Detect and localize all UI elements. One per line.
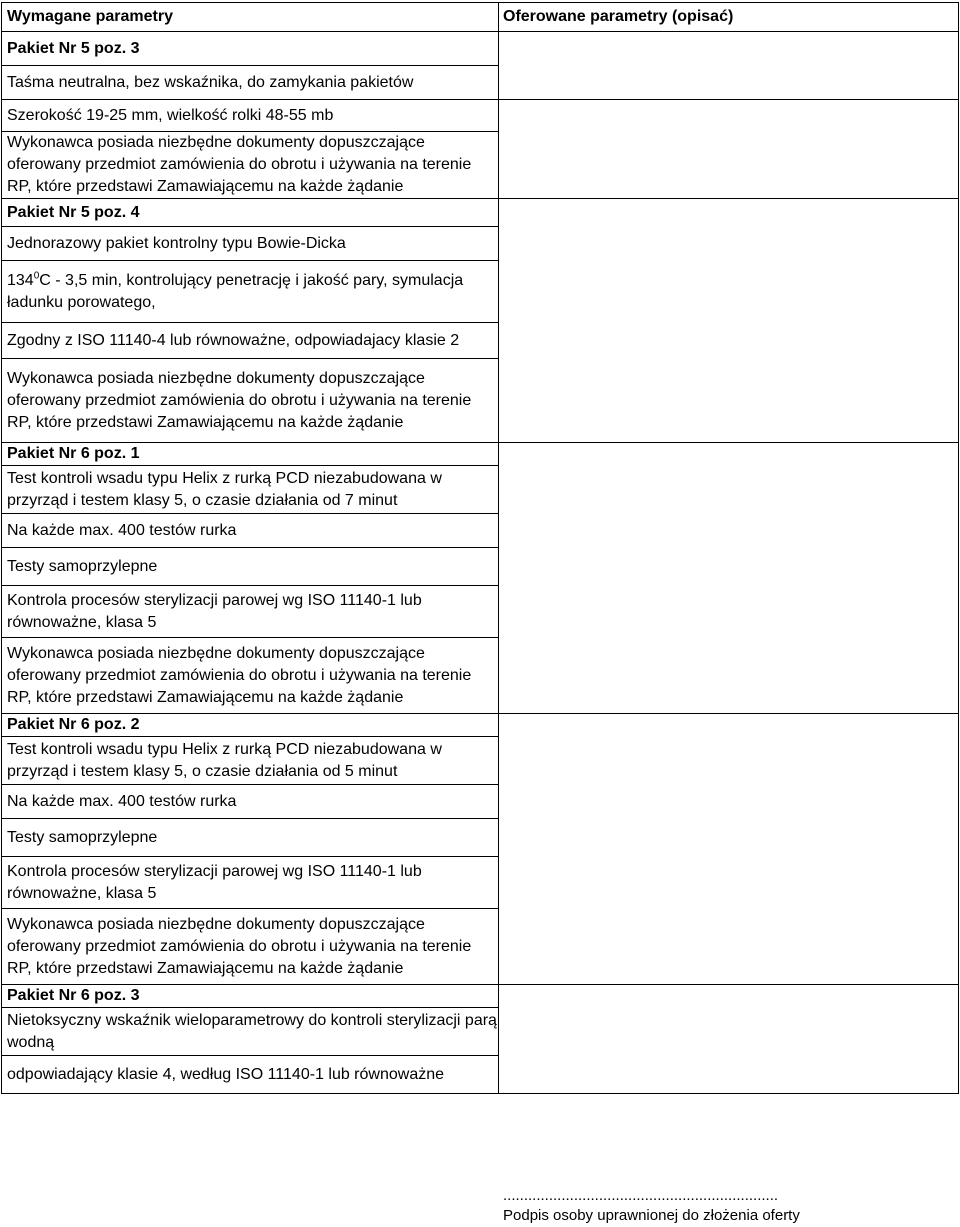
requirement-text: Wykonawca posiada niezbędne dokumenty dopuszczające oferowany przedmiot zamówienia do obrotu i używania na terenie RP, które przedstawi Zamawiającemu na każde żądanie <box>2 359 499 443</box>
requirement-text: Kontrola procesów sterylizacji parowej wg ISO 11140-1 lub równoważne, klasa 5 <box>2 857 499 909</box>
requirement-text: Na każde max. 400 testów rurka <box>2 785 499 819</box>
requirement-text: Testy samoprzylepne <box>2 819 499 857</box>
requirement-text: Wykonawca posiada niezbędne dokumenty dopuszczające oferowany przedmiot zamówienia do obrotu i używania na terenie RP, które przedstawi Zamawiającemu na każde żądanie <box>2 638 499 714</box>
offered-cell[interactable] <box>499 714 959 985</box>
parameters-table <box>1 2 959 1094</box>
requirement-text: odpowiadający klasie 4, według ISO 11140-1 lub równoważne <box>2 1056 499 1094</box>
requirement-text: Na każde max. 400 testów rurka <box>2 514 499 548</box>
required-params-header: Wymagane parametry <box>2 3 499 32</box>
temperature-value: 134 <box>7 271 34 289</box>
offered-cell[interactable] <box>499 100 959 199</box>
offered-cell[interactable] <box>499 443 959 714</box>
offered-cell[interactable] <box>499 985 959 1094</box>
temperature-desc: C - 3,5 min, kontrolujący penetrację i jakość pary, symulacja ładunku porowatego, <box>7 271 464 311</box>
requirement-text: Taśma neutralna, bez wskaźnika, do zamykania pakietów <box>2 66 499 100</box>
requirement-text: Test kontroli wsadu typu Helix z rurką PCD niezabudowana w przyrząd i testem klasy 5, o czasie działania od 7 minut <box>2 466 499 514</box>
signature-line: .................................................................. <box>503 1187 779 1204</box>
requirement-text: Testy samoprzylepne <box>2 548 499 586</box>
requirement-text: Wykonawca posiada niezbędne dokumenty dopuszczające oferowany przedmiot zamówienia do obrotu i używania na terenie RP, które przedstawi Zamawiającemu na każde żądanie <box>2 132 499 199</box>
section-title: Pakiet Nr 5 poz. 4 <box>2 199 499 227</box>
signature-label: Podpis osoby uprawnionej do złożenia oferty <box>503 1207 800 1224</box>
section-title: Pakiet Nr 5 poz. 3 <box>2 32 499 66</box>
offered-cell[interactable] <box>499 199 959 443</box>
requirement-text: Jednorazowy pakiet kontrolny typu Bowie-Dicka <box>2 227 499 261</box>
section-title: Pakiet Nr 6 poz. 2 <box>2 714 499 737</box>
degree-superscript: 0 <box>33 270 40 282</box>
requirement-text: Kontrola procesów sterylizacji parowej wg ISO 11140-1 lub równoważne, klasa 5 <box>2 586 499 638</box>
requirement-text: Wykonawca posiada niezbędne dokumenty dopuszczające oferowany przedmiot zamówienia do obrotu i używania na terenie RP, które przedstawi Zamawiającemu na każde żądanie <box>2 909 499 985</box>
requirement-text: Zgodny z ISO 11140-4 lub równoważne, odpowiadajacy klasie 2 <box>2 323 499 359</box>
requirement-text: Nietoksyczny wskaźnik wieloparametrowy do kontroli sterylizacji parą wodną <box>2 1008 499 1056</box>
requirement-text: Test kontroli wsadu typu Helix z rurką PCD niezabudowana w przyrząd i testem klasy 5, o czasie działania od 5 minut <box>2 737 499 785</box>
signature-block <box>503 1186 943 1226</box>
section-title: Pakiet Nr 6 poz. 3 <box>2 985 499 1008</box>
requirement-text: Szerokość 19-25 mm, wielkość rolki 48-55 mb <box>2 100 499 132</box>
section-title: Pakiet Nr 6 poz. 1 <box>2 443 499 466</box>
offered-params-header: Oferowane parametry (opisać) <box>499 3 959 32</box>
requirement-text <box>2 261 499 323</box>
offered-cell[interactable] <box>499 32 959 100</box>
